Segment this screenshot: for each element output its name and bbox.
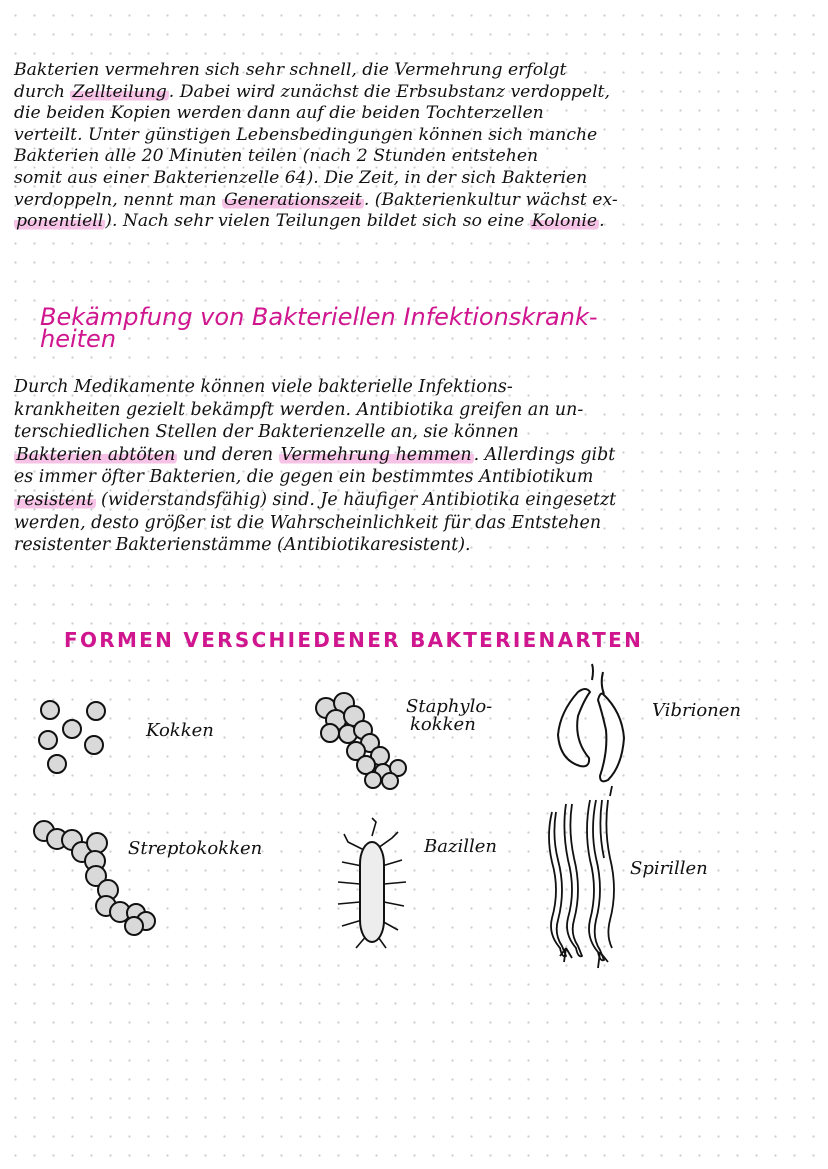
- highlight-zellteilung: Zellteilung: [72, 81, 167, 102]
- label-spirillen: Spirillen: [630, 858, 708, 879]
- kokken-illustration: [39, 701, 105, 773]
- highlight-abtoeten: Bakterien abtöten: [16, 444, 176, 465]
- text-line: durch Zellteilung . Dabei wird zunächst die Erbsubstanz verdoppelt,: [14, 81, 610, 102]
- bazillen-illustration: [338, 818, 406, 948]
- text-line: es immer öfter Bakterien, die gegen ein bestimmtes Antibiotikum: [14, 467, 594, 488]
- text-line: resistenter Bakterienstämme (Antibiotikaresistent).: [14, 535, 471, 556]
- text-line: resistent (widerstandsfähig) sind. Je häufiger Antibiotika eingesetzt: [16, 489, 617, 510]
- label-vibrionen: Vibrionen: [652, 700, 741, 721]
- text-line: ponentiell ). Nach sehr vielen Teilungen bildet sich so eine Kolonie .: [16, 211, 605, 232]
- heading-line: heiten: [40, 325, 117, 353]
- label-streptokokken: Streptokokken: [128, 838, 263, 859]
- text-line: die beiden Kopien werden dann auf die beiden Tochterzellen: [14, 103, 544, 124]
- highlight-kolonie: Kolonie: [531, 211, 598, 232]
- label-staphylokokken-line2: kokken: [410, 714, 476, 735]
- text-line: Bakterien alle 20 Minuten teilen (nach 2 Stunden entstehen: [14, 146, 539, 167]
- spirillen-illustration: [549, 786, 614, 968]
- heading-line: Bekämpfung von Bakteriellen Infektionskrank-: [40, 303, 598, 331]
- label-bazillen: Bazillen: [424, 836, 497, 857]
- highlight-vermehrung-hemmen: Vermehrung hemmen: [280, 444, 472, 465]
- text-line: Bakterien abtöten und deren Vermehrung hemmen . Allerdings gibt: [16, 444, 616, 465]
- label-kokken: Kokken: [146, 720, 214, 741]
- text-line: Durch Medikamente können viele bakterielle Infektions-: [14, 377, 513, 397]
- staphylokokken-illustration: [316, 693, 406, 789]
- text-line: verteilt. Unter günstigen Lebensbedingungen können sich manche: [14, 124, 598, 145]
- text-line: terschiedlichen Stellen der Bakterienzelle an, sie können: [14, 422, 519, 443]
- text-line: Bakterien vermehren sich sehr schnell, die Vermehrung erfolgt: [14, 60, 567, 80]
- text-line: somit aus einer Bakterienzelle 64). Die Zeit, in der sich Bakterien: [14, 167, 588, 188]
- text-line: verdoppeln, nennt man Generationszeit . (Bakterienkultur wächst ex-: [14, 189, 618, 210]
- text-line: werden, desto größer ist die Wahrscheinlichkeit für das Entstehen: [14, 512, 602, 533]
- vibrionen-illustration: [558, 664, 624, 781]
- text-line: krankheiten gezielt bekämpft werden. Antibiotika greifen an un-: [14, 399, 584, 420]
- highlight-generationszeit: Generationszeit: [223, 189, 362, 210]
- forms-title: FORMEN VERSCHIEDENER BAKTERIENARTEN: [64, 628, 644, 652]
- label-staphylokokken-line1: Staphylo-: [406, 696, 493, 717]
- highlight-exponentiell: ponentiell: [16, 211, 104, 232]
- highlight-resistent: resistent: [16, 489, 94, 510]
